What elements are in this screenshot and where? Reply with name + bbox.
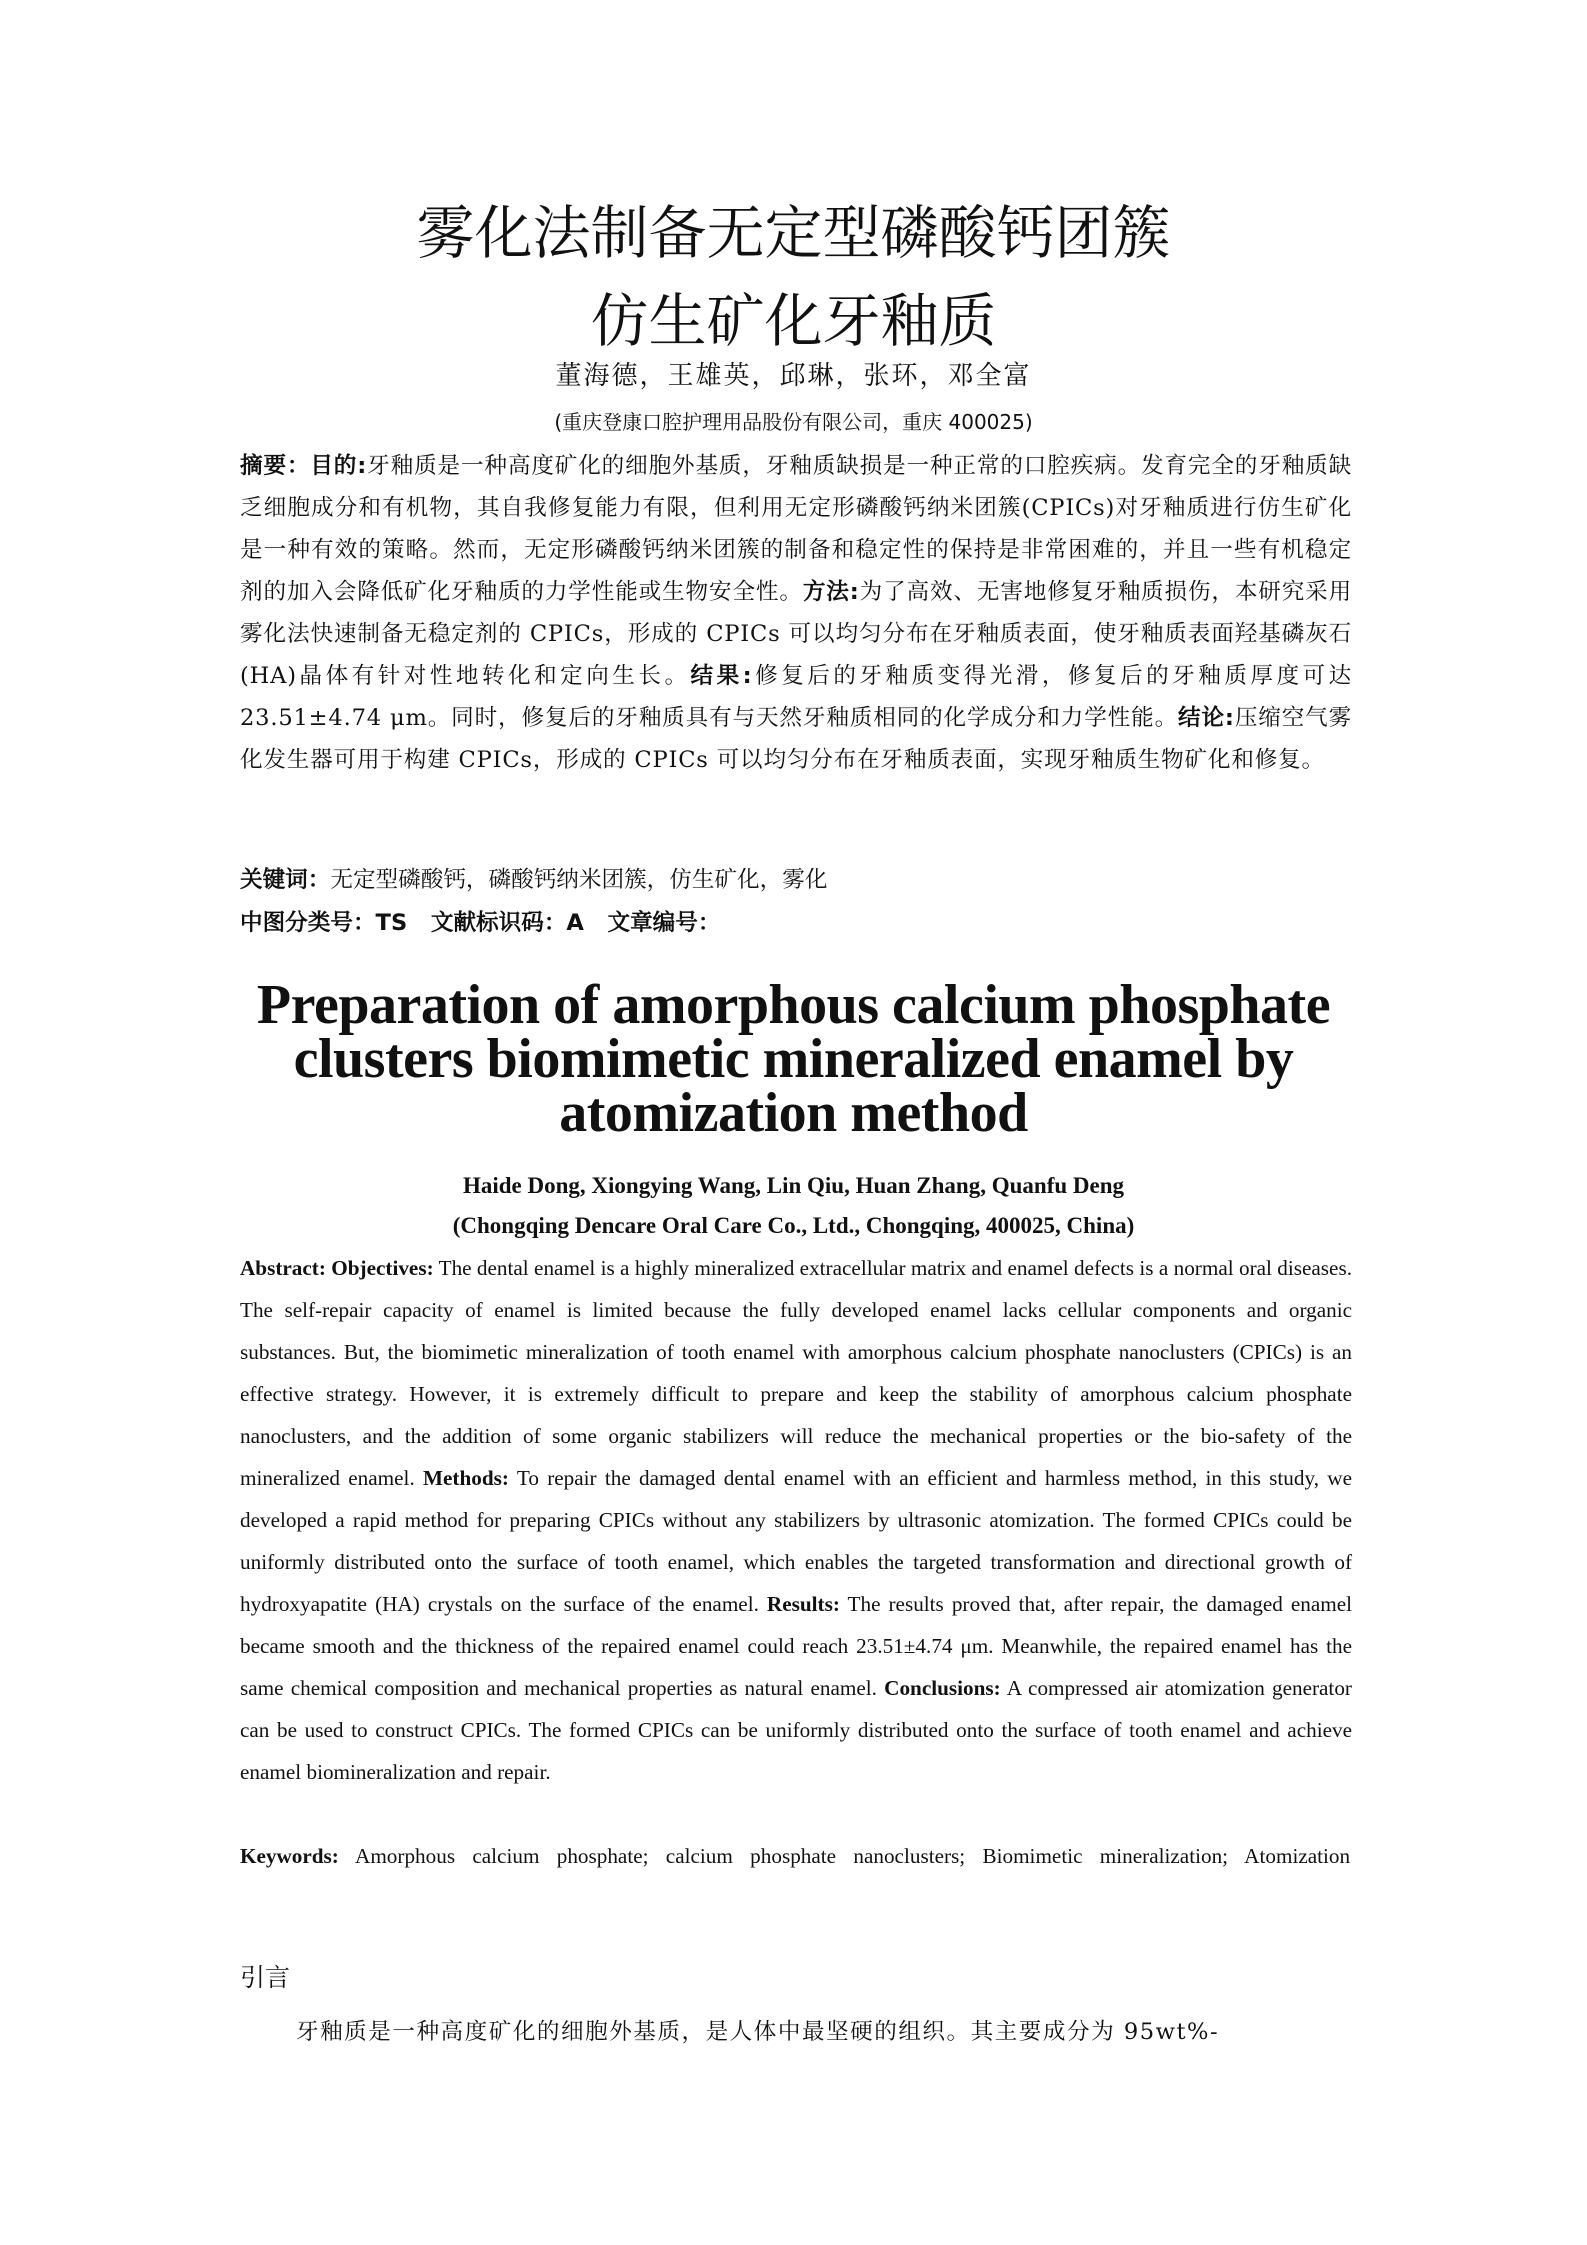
classification-line: 中图分类号：TS 文献标识码：A 文章编号： <box>240 910 721 936</box>
english-objectives-label: Objectives: <box>331 1256 434 1280</box>
chinese-abstract-label: 摘要： <box>240 453 311 479</box>
chinese-results-text: 修复后的牙釉质变得光滑，修复后的牙釉质厚度可达 23.51±4.74 μm。同时，修复后的牙釉质具有与天然牙釉质相同的化学成分和力学性能。 <box>240 663 1352 731</box>
english-keywords <box>240 1835 1352 1877</box>
chinese-affiliation: (重庆登康口腔护理用品股份有限公司，重庆 400025) <box>554 410 1033 434</box>
chinese-conclusion-text: 压缩空气雾化发生器可用于构建 CPICs，形成的 CPICs 可以均匀分布在牙釉质表面，实现牙釉质生物矿化和修复。 <box>240 705 1353 773</box>
english-conclusions-text: A compressed air atomization generator can be used to construct CPICs. The formed CPICs can be uniformly distributed onto the surface of tooth enamel and achieve enamel biomineralization and repair. <box>240 1676 1352 1784</box>
english-keywords-label: Keywords: <box>240 1844 339 1868</box>
chinese-keywords <box>240 860 1352 900</box>
english-results-label: Results: <box>766 1592 840 1616</box>
chinese-objective-label: 目的: <box>310 453 368 479</box>
chinese-title-line-1: 雾化法制备无定型磷酸钙团簇 <box>416 199 1171 267</box>
chinese-keywords-text: 无定型磷酸钙，磷酸钙纳米团簇，仿生矿化，雾化 <box>330 867 828 893</box>
english-keywords-text: Amorphous calcium phosphate; calcium phosphate nanoclusters; Biomimetic mineralization; Atomization <box>355 1844 1351 1868</box>
chinese-abstract <box>240 445 1352 781</box>
chinese-authors: 董海德，王雄英，邱琳，张环，邓全富 <box>555 361 1032 391</box>
english-methods-label: Methods: <box>423 1466 509 1490</box>
chinese-results-label: 结果: <box>690 663 753 689</box>
english-title: Preparation of amorphous calcium phosphate clusters biomimetic mineralized enamel by atomization method <box>256 974 1331 1144</box>
english-objectives-text: The dental enamel is a highly mineralized extracellular matrix and enamel defects is a normal oral diseases. The self-repair capacity of enamel is limited because the fully developed enamel lacks cellular components and organic substances. But, the biomimetic mineralization of tooth enamel with amorphous calcium phosphate nanoclusters (CPICs) is an effective strategy. However, it is extremely difficult to prepare and keep the stability of amorphous calcium phosphate nanoclusters, and the addition of some organic stabilizers will reduce the mechanical properties or the bio-safety of the mineralized enamel. <box>240 1256 1353 1490</box>
chinese-conclusion-label: 结论: <box>1178 705 1235 731</box>
chinese-keywords-label: 关键词： <box>240 867 331 893</box>
english-abstract-label: Abstract: <box>240 1256 326 1280</box>
introduction-first-line: 牙釉质是一种高度矿化的细胞外基质，是人体中最坚硬的组织。其主要成分为 95wt%- <box>296 2019 1220 2045</box>
english-abstract <box>240 1247 1352 1793</box>
english-affiliation: (Chongqing Dencare Oral Care Co., Ltd., Chongqing, 400025, China) <box>452 1213 1135 1238</box>
english-methods-text: To repair the damaged dental enamel with an efficient and harmless method, in this study, we developed a rapid method for preparing CPICs without any stabilizers by ultrasonic atomization. The formed CPICs could be uniformly distributed onto the surface of tooth enamel, which enables the targeted transformation and directional growth of hydroxyapatite (HA) crystals on the surface of the enamel. <box>240 1466 1352 1616</box>
chinese-title-line-2: 仿生矿化牙釉质 <box>590 287 997 355</box>
english-authors: Haide Dong, Xiongying Wang, Lin Qiu, Huan Zhang, Quanfu Deng <box>462 1173 1125 1198</box>
english-results-text: The results proved that, after repair, the damaged enamel became smooth and the thickness of the repaired enamel could reach 23.51±4.74 μm. Meanwhile, the repaired enamel has the same chemical composition and mechanical properties as natural enamel. <box>240 1592 1352 1700</box>
introduction-heading: 引言 <box>240 1963 291 1992</box>
english-conclusions-label: Conclusions: <box>884 1676 1001 1700</box>
chinese-methods-text: 为了高效、无害地修复牙釉质损伤，本研究采用雾化法快速制备无稳定剂的 CPICs，形成的 CPICs 可以均匀分布在牙釉质表面，使牙釉质表面羟基磷灰石(HA)晶体有针对性地转化和定向生长。 <box>240 579 1353 689</box>
chinese-objective-text: 牙釉质是一种高度矿化的细胞外基质，牙釉质缺损是一种正常的口腔疾病。发育完全的牙釉质缺乏细胞成分和有机物，其自我修复能力有限，但利用无定形磷酸钙纳米团簇(CPICs)对牙釉质进行仿生矿化是一种有效的策略。然而，无定形磷酸钙纳米团簇的制备和稳定性的保持是非常困难的，并且一些有机稳定剂的加入会降低矿化牙釉质的力学性能或生物安全性。 <box>240 453 1353 605</box>
chinese-methods-label: 方法: <box>802 579 860 605</box>
